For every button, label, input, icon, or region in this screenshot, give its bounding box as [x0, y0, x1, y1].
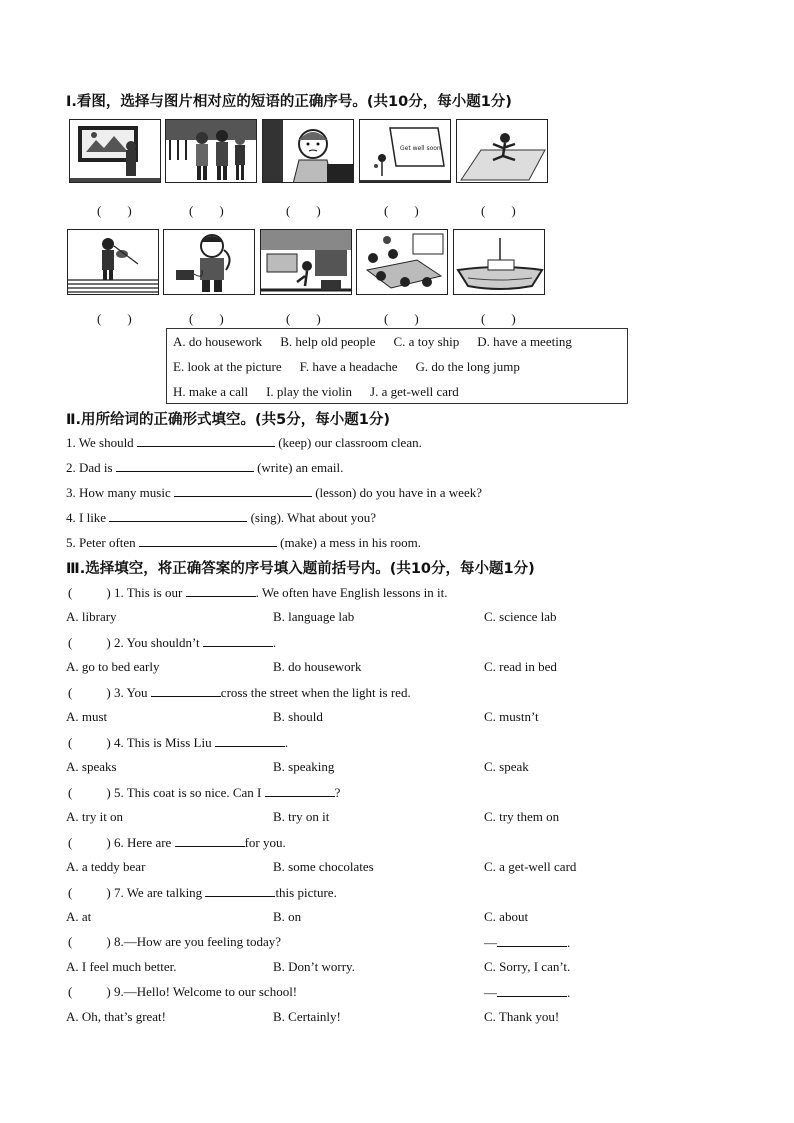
section2-title: Ⅱ.用所给词的正确形式填空。(共5分，每小题1分)	[66, 412, 390, 428]
answer-paren-8[interactable]: ( )	[286, 311, 321, 326]
long-jump-icon	[457, 120, 548, 183]
answer-paren-1[interactable]: ( )	[97, 203, 132, 218]
mc-reply-8: — .	[484, 935, 571, 950]
option-c: C. a toy ship	[393, 334, 460, 349]
picture-8	[260, 229, 352, 295]
mc-question-pre: 8.—How are you feeling today?	[113, 934, 282, 949]
mc-option-2-b: B. do housework	[273, 659, 362, 674]
mc-option-7-a: A. at	[66, 909, 92, 924]
mc-option-1-b: B. language lab	[273, 609, 355, 624]
mc-question-2	[68, 634, 276, 651]
mc-option-3-b: B. should	[273, 709, 323, 724]
mc-blank[interactable]	[215, 734, 285, 747]
fill-item-post: (lesson) do you have in a week?	[315, 485, 482, 500]
housework-room-icon	[261, 230, 352, 295]
answer-paren-4[interactable]: ( )	[384, 203, 419, 218]
fill-item-pre: 4. I like	[66, 510, 107, 525]
fill-item-post: (make) a mess in his room.	[280, 535, 421, 550]
answer-paren-close[interactable]: )	[106, 685, 111, 700]
mc-option-5-c: C. try them on	[484, 809, 560, 824]
option-a: A. do housework	[173, 334, 263, 349]
option-j: J. a get-well card	[370, 384, 459, 399]
answer-paren-close[interactable]: )	[106, 984, 111, 999]
answer-paren-close[interactable]: )	[106, 785, 111, 800]
reply-blank[interactable]	[497, 984, 567, 997]
answer-paren-close[interactable]: )	[106, 934, 111, 949]
fill-item-1	[66, 434, 422, 451]
mc-question-7	[68, 884, 337, 901]
mc-question-5	[68, 784, 340, 801]
fill-item-4	[66, 509, 376, 526]
mc-question-pre: 3. You	[113, 685, 148, 700]
answer-paren-close[interactable]: )	[106, 635, 111, 650]
mc-question-post: . We often have English lessons in it.	[255, 585, 448, 600]
picture-5	[456, 119, 548, 183]
mc-option-8-a: A. I feel much better.	[66, 959, 177, 974]
options-row-1	[173, 334, 590, 350]
mc-question-post: ?	[334, 785, 341, 800]
answer-paren-2[interactable]: ( )	[189, 203, 224, 218]
fill-blank-5[interactable]	[139, 534, 277, 547]
mc-option-9-c: C. Thank you!	[484, 1009, 560, 1024]
fill-item-pre: 5. Peter often	[66, 535, 136, 550]
picture-10	[453, 229, 545, 295]
reply-dash: —	[484, 985, 497, 1000]
answer-paren-10[interactable]: ( )	[481, 311, 516, 326]
answer-paren-7[interactable]: ( )	[189, 311, 224, 326]
fill-blank-4[interactable]	[109, 509, 247, 522]
mc-option-5-b: B. try on it	[273, 809, 330, 824]
picture-1	[69, 119, 161, 183]
fill-blank-3[interactable]	[174, 484, 312, 497]
section3-title: Ⅲ.选择填空，将正确答案的序号填入题前括号内。(共10分，每小题1分)	[66, 561, 535, 577]
fill-item-3	[66, 484, 482, 501]
answer-paren-open[interactable]: (	[68, 685, 73, 700]
card-caption: Get well soon	[400, 145, 441, 152]
answer-paren-open[interactable]: (	[68, 835, 73, 850]
answer-paren-6[interactable]: ( )	[97, 311, 132, 326]
reply-dash: —	[484, 935, 497, 950]
answer-paren-5[interactable]: ( )	[481, 203, 516, 218]
mc-question-post: .	[284, 735, 289, 750]
mc-option-1-a: A. library	[66, 609, 117, 624]
fill-item-post: (write) an email.	[257, 460, 344, 475]
fill-item-post: (sing). What about you?	[250, 510, 376, 525]
answer-paren-open[interactable]: (	[68, 934, 73, 949]
mc-blank[interactable]	[151, 684, 221, 697]
answer-paren-close[interactable]: )	[106, 885, 111, 900]
fill-item-pre: 2. Dad is	[66, 460, 113, 475]
blackboard-picture-icon	[70, 120, 161, 183]
picture-9	[356, 229, 448, 295]
mc-option-3-a: A. must	[66, 709, 108, 724]
fill-blank-1[interactable]	[137, 434, 275, 447]
mc-blank[interactable]	[205, 884, 275, 897]
section1-title: Ⅰ.看图，选择与图片相对应的短语的正确序号。(共10分，每小题1分)	[66, 94, 512, 110]
mc-option-7-b: B. on	[273, 909, 302, 924]
fill-item-5	[66, 534, 421, 551]
mc-question-post: cross the street when the light is red.	[220, 685, 411, 700]
picture-6	[67, 229, 159, 295]
mc-option-4-c: C. speak	[484, 759, 529, 774]
options-box	[166, 328, 628, 404]
answer-paren-open[interactable]: (	[68, 635, 73, 650]
answer-paren-open[interactable]: (	[68, 735, 73, 750]
mc-question-pre: 5. This coat is so nice. Can I	[113, 785, 262, 800]
mc-question-post: .	[272, 635, 277, 650]
answer-paren-close[interactable]: )	[106, 585, 111, 600]
answer-paren-9[interactable]: ( )	[384, 311, 419, 326]
mc-option-8-b: B. Don’t worry.	[273, 959, 355, 974]
toy-ship-icon	[454, 230, 545, 295]
mc-reply-9: — .	[484, 985, 571, 1000]
mc-option-1-c: C. science lab	[484, 609, 557, 624]
mc-blank[interactable]	[175, 834, 245, 847]
option-b: B. help old people	[280, 334, 376, 349]
mc-option-5-a: A. try it on	[66, 809, 124, 824]
mc-question-4	[68, 734, 288, 751]
option-h: H. make a call	[173, 384, 249, 399]
mc-blank[interactable]	[265, 784, 335, 797]
mc-question-pre: 4. This is Miss Liu	[113, 735, 212, 750]
mc-blank[interactable]	[186, 584, 256, 597]
fill-item-pre: 1. We should	[66, 435, 134, 450]
mc-question-post: for you.	[244, 835, 286, 850]
mc-question-3	[68, 684, 411, 701]
answer-paren-close[interactable]: )	[106, 835, 111, 850]
mc-question-6	[68, 834, 286, 851]
picture-4	[359, 119, 451, 183]
picture-2	[165, 119, 257, 183]
answer-paren-open[interactable]: (	[68, 885, 73, 900]
option-i: I. play the violin	[266, 384, 353, 399]
children-helping-old-man-icon	[166, 120, 257, 183]
fill-item-pre: 3. How many music	[66, 485, 171, 500]
reply-blank[interactable]	[497, 934, 567, 947]
answer-paren-open[interactable]: (	[68, 585, 73, 600]
mc-option-2-a: A. go to bed early	[66, 659, 160, 674]
mc-question-pre: 1. This is our	[113, 585, 183, 600]
meeting-table-icon	[357, 230, 448, 295]
fill-item-2	[66, 459, 343, 476]
mc-option-9-b: B. Certainly!	[273, 1009, 341, 1024]
get-well-card-icon	[360, 120, 451, 183]
option-g: G. do the long jump	[415, 359, 520, 374]
answer-paren-open[interactable]: (	[68, 984, 73, 999]
mc-option-6-b: B. some chocolates	[273, 859, 374, 874]
mc-option-2-c: C. read in bed	[484, 659, 557, 674]
answer-paren-3[interactable]: ( )	[286, 203, 321, 218]
picture-7	[163, 229, 255, 295]
mc-option-4-b: B. speaking	[273, 759, 335, 774]
mc-blank[interactable]	[203, 634, 273, 647]
option-d: D. have a meeting	[477, 334, 572, 349]
mc-question-pre: 7. We are talking	[113, 885, 203, 900]
sick-girl-icon	[263, 120, 354, 183]
violin-player-icon	[68, 230, 159, 295]
mc-question-pre: 2. You shouldn’t	[113, 635, 200, 650]
options-row-2	[173, 359, 538, 375]
mc-option-4-a: A. speaks	[66, 759, 117, 774]
boy-phone-call-icon	[164, 230, 255, 295]
answer-paren-close[interactable]: )	[106, 735, 111, 750]
fill-blank-2[interactable]	[116, 459, 254, 472]
option-e: E. look at the picture	[173, 359, 282, 374]
mc-option-3-c: C. mustn’t	[484, 709, 539, 724]
picture-3	[262, 119, 354, 183]
mc-option-8-c: C. Sorry, I can’t.	[484, 959, 571, 974]
answer-paren-open[interactable]: (	[68, 785, 73, 800]
mc-question-post: this picture.	[275, 885, 337, 900]
options-row-3	[173, 384, 477, 400]
mc-question-pre: 6. Here are	[113, 835, 172, 850]
mc-option-9-a: A. Oh, that’s great!	[66, 1009, 167, 1024]
mc-option-6-c: C. a get-well card	[484, 859, 577, 874]
mc-question-pre: 9.—Hello! Welcome to our school!	[113, 984, 298, 999]
mc-option-6-a: A. a teddy bear	[66, 859, 146, 874]
mc-question-8	[68, 934, 281, 950]
mc-option-7-c: C. about	[484, 909, 529, 924]
option-f: F. have a headache	[299, 359, 398, 374]
mc-question-9	[68, 984, 297, 1000]
mc-question-1	[68, 584, 447, 601]
fill-item-post: (keep) our classroom clean.	[278, 435, 422, 450]
